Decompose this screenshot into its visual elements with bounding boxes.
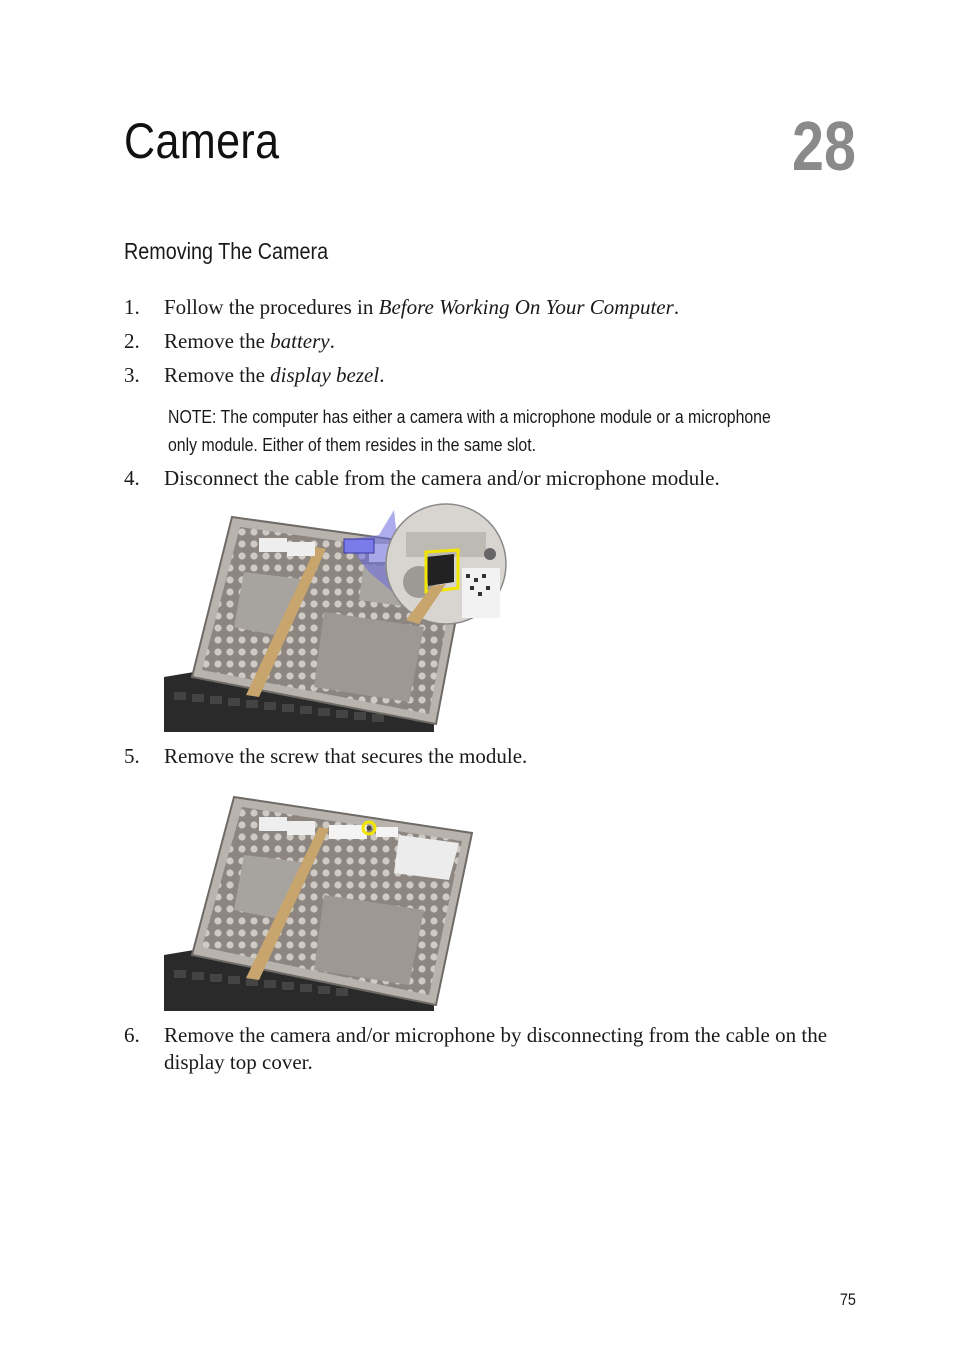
step-number: 5. <box>124 744 140 768</box>
figure-disconnect-cable <box>164 502 509 732</box>
step-number: 6. <box>124 1023 140 1047</box>
step-text: Remove the screw that secures the module. <box>164 744 528 768</box>
chapter-number: 28 <box>792 107 856 185</box>
step-text: Remove the camera and/or microphone by disconnecting from the cable on the display top cover. <box>164 1023 828 1074</box>
note-text: The computer has either a camera with a microphone module or a microphone only module. Either of them resides in the same slot. <box>168 407 771 455</box>
step-number: 4. <box>124 466 140 490</box>
section-title: Removing The Camera <box>124 238 329 264</box>
step-text: Disconnect the cable from the camera and/or microphone module. <box>164 466 720 490</box>
figure-remove-screw <box>164 795 476 1011</box>
page-number: 75 <box>839 1290 856 1309</box>
step-number: 1. <box>124 295 140 319</box>
step-number: 3. <box>124 363 140 387</box>
note-label: NOTE: <box>168 407 217 427</box>
step-text: Follow the procedures in Before Working On Your Computer. <box>164 295 680 319</box>
step-text: Remove the battery. <box>164 329 335 353</box>
note <box>168 403 802 459</box>
chapter-title: Camera <box>124 113 280 169</box>
step-number: 2. <box>124 329 140 353</box>
step-text: Remove the display bezel. <box>164 363 385 387</box>
